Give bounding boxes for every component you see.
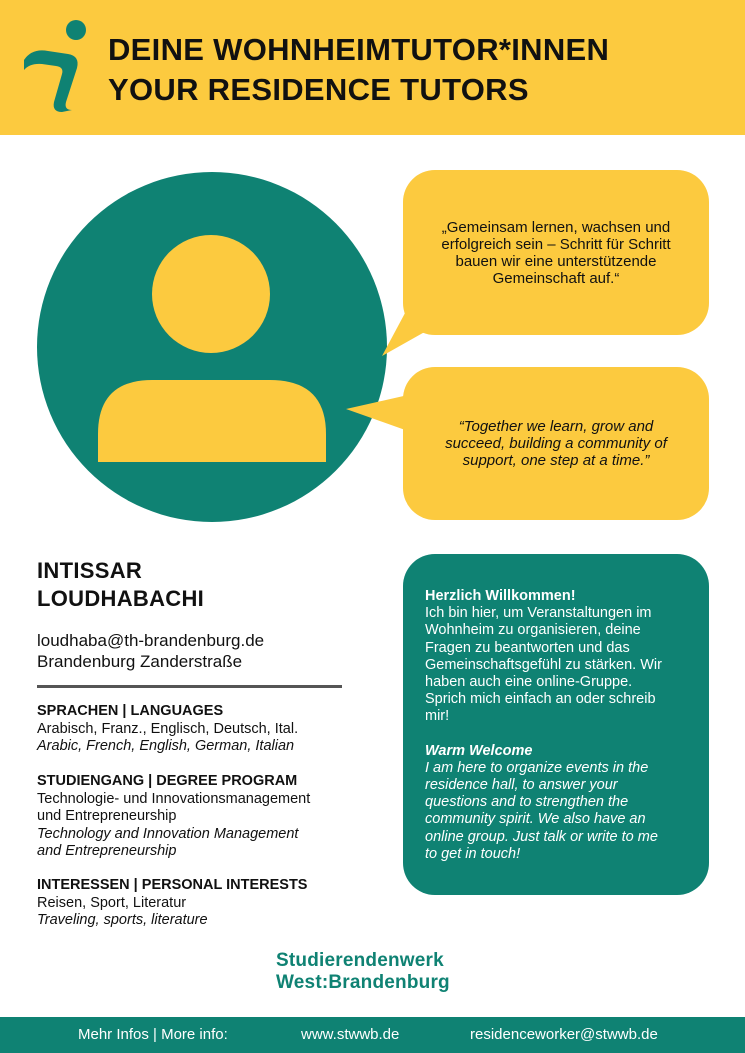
quote-bubble-english	[403, 367, 709, 520]
languages-english: Arabic, French, English, German, Italian	[37, 738, 295, 754]
website-link[interactable]: www.stwwb.de	[301, 1026, 400, 1043]
degree-english-line: and Entrepreneurship	[37, 843, 177, 859]
welcome-line: I am here to organize events in the	[425, 759, 649, 776]
welcome-line: questions and to strengthen the	[425, 794, 629, 811]
degree-english-line: Technology and Innovation Management	[37, 825, 299, 842]
footer-email-link[interactable]: residenceworker@stwwb.de	[470, 1026, 658, 1043]
welcome-heading-english: Warm Welcome	[425, 742, 533, 759]
quote-german: „Gemeinsam lernen, wachsen und erfolgreich sein – Schritt für Schritt bauen wir eine unterstützende Gemeinschaft auf.“	[441, 218, 671, 287]
title-line-english: YOUR RESIDENCE TUTORS	[108, 72, 529, 107]
brand-line1: Studierendenwerk	[276, 950, 444, 971]
welcome-line: Wohnheim zu organisieren, deine	[425, 622, 641, 639]
welcome-line: to get in touch!	[425, 845, 521, 862]
info-i-icon	[22, 18, 94, 113]
brand-logo	[276, 950, 450, 994]
welcome-line: Fragen zu beantworten und das	[425, 639, 630, 656]
interests-heading: INTERESSEN | PERSONAL INTERESTS	[37, 877, 308, 893]
welcome-line: mir!	[425, 708, 450, 725]
email-link[interactable]: loudhaba@th-brandenburg.de	[37, 631, 265, 650]
languages-german: Arabisch, Franz., Englisch, Deutsch, Ital.	[37, 720, 299, 737]
welcome-heading-german: Herzlich Willkommen!	[425, 588, 576, 604]
last-name: LOUDHABACHI	[37, 586, 205, 611]
welcome-line: Sprich mich einfach an oder schreib	[425, 691, 656, 708]
quote-bubble-german	[403, 170, 709, 335]
first-name: INTISSAR	[37, 558, 143, 583]
degree-german-line: und Entrepreneurship	[37, 808, 177, 824]
header-banner	[0, 0, 745, 135]
welcome-line: Gemeinschaftsgefühl zu stärken. Wir	[425, 656, 662, 673]
location-text: Brandenburg Zanderstraße	[37, 652, 243, 671]
tutor-name	[37, 557, 204, 613]
footer-bar	[0, 1017, 745, 1053]
degree-german-line: Technologie- und Innovationsmanagement	[37, 790, 311, 807]
divider	[37, 685, 342, 688]
welcome-box	[403, 554, 709, 895]
interests-section	[37, 877, 307, 930]
degree-heading: STUDIENGANG | DEGREE PROGRAM	[37, 773, 298, 789]
welcome-line: community spirit. We also have an	[425, 811, 646, 828]
welcome-line: residence hall, to answer your	[425, 777, 618, 794]
interests-german: Reisen, Sport, Literatur	[37, 894, 187, 911]
page-title	[108, 30, 609, 110]
brand-line2: West:Brandenburg	[276, 972, 450, 993]
welcome-line: online group. Just talk or write to me	[425, 828, 658, 845]
title-line-german: DEINE WOHNHEIMTUTOR*INNEN	[108, 32, 610, 67]
footer-more-info: Mehr Infos | More info:	[78, 1026, 228, 1043]
contact-info	[37, 630, 264, 672]
welcome-line: Ich bin hier, um Veranstaltungen im	[425, 605, 652, 622]
welcome-line: haben auch eine online-Gruppe.	[425, 674, 633, 691]
languages-heading: SPRACHEN | LANGUAGES	[37, 703, 224, 719]
interests-english: Traveling, sports, literature	[37, 912, 208, 928]
person-silhouette-icon	[37, 172, 387, 522]
quote-english: “Together we learn, grow and succeed, building a community of support, one step at a time.”	[445, 418, 667, 469]
languages-section	[37, 703, 298, 756]
degree-section	[37, 773, 310, 861]
